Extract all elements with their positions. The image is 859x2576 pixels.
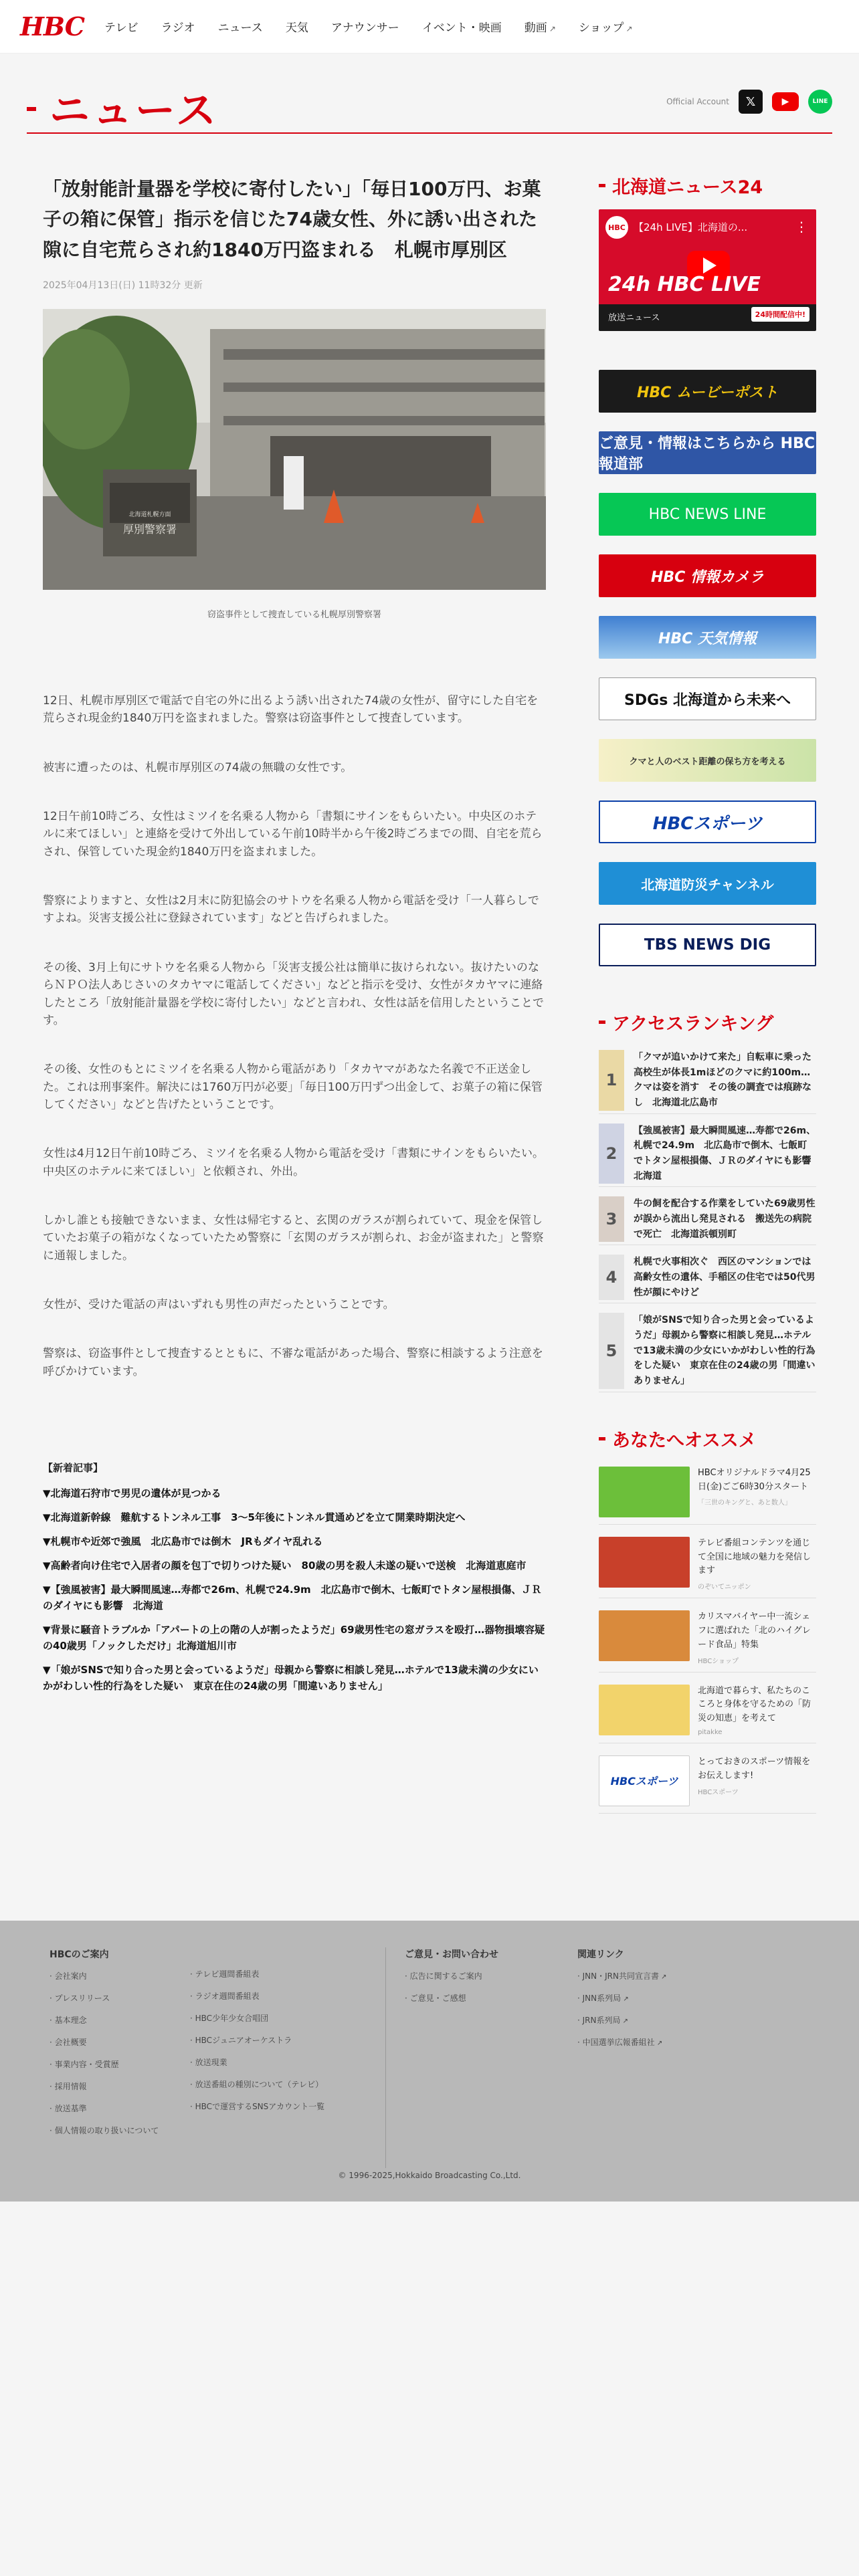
ranking-list	[599, 1050, 821, 1392]
more-options-icon[interactable]: ⋮	[795, 219, 808, 235]
nav-label: ラジオ	[161, 21, 195, 35]
nav-item[interactable]	[331, 18, 399, 35]
nav-item[interactable]	[104, 18, 138, 35]
article-body	[43, 692, 546, 1380]
recommend-source: pitakke	[698, 1728, 723, 1736]
footer-link[interactable]: · JRN系列局 ↗	[577, 2014, 751, 2026]
ranking-item[interactable]	[599, 1123, 821, 1188]
recommend-source: HBCショップ	[698, 1657, 739, 1665]
rank-title: 牛の飼を配合する作業をしていた69歳男性が誤から流出し発見される 搬送先の病院で死亡 北海道浜頓別町	[634, 1198, 816, 1240]
x-icon[interactable]: 𝕏	[739, 90, 763, 114]
recommend-heading: あなたへオススメ	[599, 1426, 816, 1452]
nav-item[interactable]	[286, 18, 308, 35]
footer-link[interactable]: · ご意見・ご感想	[405, 1992, 577, 2004]
footer-link[interactable]: · 放送番組の種別について（テレビ）	[190, 2078, 367, 2090]
official-accounts	[666, 90, 832, 114]
footer-link[interactable]: · 中国選挙広報番組社 ↗	[577, 2036, 751, 2048]
footer-about-heading: HBCのご案内	[50, 1949, 109, 1960]
related-article-link[interactable]: ▼札幌市や近郊で強風 北広島市では倒木 JRもダイヤ乱れる	[43, 1535, 323, 1547]
weather-banner[interactable]: HBC 天気情報	[599, 616, 816, 659]
page-title: ニュース	[27, 79, 219, 136]
footer-divider	[385, 1947, 386, 2168]
recommend-title: 北海道で暮らす、私たちのこころと身体を守るための「防災の知恵」を考えて	[698, 1685, 812, 1724]
live-video-player[interactable]	[599, 209, 816, 331]
nav-label: ショップ ↗	[579, 21, 633, 35]
recommend-thumbnail	[599, 1610, 690, 1661]
top-navigation	[0, 0, 859, 53]
section-header	[27, 53, 832, 134]
hbc-logo[interactable]: HBC	[20, 11, 84, 41]
nav-label: アナウンサー	[330, 21, 399, 35]
related-article-link[interactable]: ▼高齢者向け住宅で入居者の顔を包丁で切りつけた疑い 80歳の男を殺人未遂の疑いで送検 北海道恵庭市	[43, 1559, 527, 1572]
live-badge: 24時間配信中!	[751, 307, 809, 322]
footer-link[interactable]: · 広告に関するご案内	[405, 1970, 577, 1981]
footer-link[interactable]: · プレスリリース	[50, 1992, 190, 2004]
bousai-channel-banner[interactable]: 北海道防災チャンネル	[599, 862, 816, 905]
sdgs-banner[interactable]: SDGs 北海道から未来へ	[599, 677, 816, 720]
bear-distance-banner[interactable]: クマと人のベスト距離の保ち方を考える	[599, 739, 816, 782]
footer-col-links	[577, 1947, 751, 2168]
ranking-item[interactable]	[599, 1196, 816, 1245]
recommend-text	[698, 1467, 816, 1517]
recommend-title: HBCオリジナルドラマ4月25日(金)ごご6時30分スタート	[698, 1467, 811, 1492]
footer-col-about-2	[190, 1947, 367, 2168]
article-photo	[43, 309, 546, 590]
info-camera-banner[interactable]: HBC 情報カメラ	[599, 554, 816, 597]
article-paragraph: 12日午前10時ごろ、女性はミツイを名乗る人物から「書類にサインをもらいたい。中央区のホテルに来てほしい」と連絡を受けて外出している午前10時半から午後2時ごろまでの間、自宅を荒らされ、保管していた現金約1840万円を盗まれました。	[43, 810, 543, 859]
video-title: 【24h LIVE】北海道の...	[634, 221, 748, 233]
article-date: 2025年04月13日(日) 11時32分 更新	[43, 280, 203, 292]
footer-link[interactable]: · 会社案内	[50, 1970, 190, 1981]
recommend-text	[698, 1537, 816, 1591]
article-paragraph: 警察は、窃盗事件として捜査するとともに、不審な電話があった場合、警察に相談するよう注意を呼びかけています。	[43, 1347, 543, 1378]
nav-item[interactable]	[524, 18, 556, 35]
ranking-item[interactable]	[599, 1255, 816, 1303]
rank-number: 1	[599, 1050, 624, 1111]
recommend-item[interactable]	[599, 1537, 816, 1598]
footer-col-about	[50, 1947, 190, 2168]
footer-links-heading: 関連リンク	[577, 1949, 624, 1960]
tbs-news-dig-banner[interactable]: TBS NEWS DIG	[599, 924, 816, 966]
ranking-item[interactable]	[599, 1050, 816, 1114]
recommend-text	[698, 1610, 816, 1665]
rank-number: 5	[599, 1313, 624, 1388]
recommend-thumbnail	[599, 1467, 690, 1517]
recommend-item[interactable]	[599, 1755, 816, 1814]
main-nav	[104, 18, 633, 35]
nav-item[interactable]	[161, 18, 195, 35]
nav-item[interactable]	[422, 18, 502, 35]
footer-link[interactable]: · JNN系列局 ↗	[577, 1992, 751, 2004]
sidebar	[599, 173, 821, 1826]
related-article-link[interactable]: ▼背景に騒音トラブルか「アパートの上の階の人が割ったようだ」69歳男性宅の窓ガラスを殴打…器物損壊容疑の40歳男「ノックしただけ」北海道旭川市	[43, 1623, 545, 1652]
footer-link[interactable]: · テレビ週間番組表	[190, 1968, 367, 1979]
footer	[0, 1921, 859, 2202]
nav-item[interactable]	[579, 18, 633, 35]
movie-post-banner[interactable]: HBC ムービーポスト	[599, 370, 816, 413]
video-sub-text: 放送ニュース	[608, 313, 660, 323]
photo-caption: 窃盗事件として捜査している札幌厚別警察署	[207, 610, 381, 621]
recommend-source: のぞいてニッポン	[698, 1584, 751, 1592]
police-station-image	[43, 309, 546, 590]
recommend-list	[599, 1467, 816, 1814]
article-title: 「放射能計量器を学校に寄付したい」「毎日100万円、お菓子の箱に保管」指示を信じた74歳女性、外に誘い出された隙に自宅荒らされ約1840万円盗まれる 札幌市厚別区	[43, 178, 541, 261]
article-paragraph: 女性が、受けた電話の声はいずれも男性の声だったということです。	[43, 1297, 395, 1311]
article-paragraph: しかし誰とも接触できないまま、女性は帰宅すると、玄関のガラスが割られていて、現金を保管していたお菓子の箱がなくなっていたため警察に「玄関のガラスが割られ、お金が盗まれた」と警察に通報しました。	[43, 1213, 544, 1263]
footer-link[interactable]: · JNN・JRN共同宣言書 ↗	[577, 1970, 751, 1981]
article-paragraph: 被害に遭ったのは、札幌市厚別区の74歳の無職の女性です。	[43, 760, 353, 774]
houdou-banner[interactable]: ご意見・情報はこちらから HBC報道部	[599, 431, 816, 474]
banner-list	[599, 370, 816, 966]
recommend-thumbnail: HBCスポーツ	[599, 1755, 690, 1806]
article	[43, 174, 546, 1702]
news-line-banner[interactable]: HBC NEWS LINE	[599, 493, 816, 536]
related-article-link[interactable]: ▼北海道石狩市で男児の遺体が見つかる	[43, 1487, 221, 1499]
recommend-title: テレビ番組コンテンツを通じて全国に地域の魅力を発信します	[698, 1537, 812, 1576]
rank-title: 札幌で火事相次ぐ 西区のマンションでは高齢女性の遺体、手稲区の住宅では50代男性が顔にやけど	[634, 1257, 816, 1298]
nav-label: ニュース	[217, 21, 263, 35]
copyright: © 1996-2025,Hokkaido Broadcasting Co.,Ltd.	[338, 2171, 521, 2180]
sports-banner[interactable]: HBCスポーツ	[599, 800, 816, 843]
article-paragraph: 警察によりますと、女性は2月末に防犯協会のサトウを名乗る人物から電話を受け「一人暮らしですよね。災害支援公社に登録されています」などと告げられました。	[43, 894, 539, 926]
station-sign	[118, 510, 182, 536]
recommend-item[interactable]	[599, 1467, 816, 1525]
rank-number: 3	[599, 1196, 624, 1242]
nav-label: テレビ	[104, 21, 138, 35]
nav-item[interactable]	[218, 18, 263, 35]
station-sign-top: 北海道札幌方面	[128, 512, 171, 519]
rank-title: 【強風被害】最大瞬間風速…寿都で26m、札幌で24.9m 北広島市で倒木、七飯町でトタン屋根損傷、ＪＲのダイヤにも影響 北海道	[634, 1125, 821, 1182]
footer-link[interactable]: · 事業内容・受賞歴	[50, 2058, 190, 2070]
nav-label: 天気	[285, 21, 308, 35]
nav-label: 動画 ↗	[524, 21, 556, 35]
rank-title: 「クマが追いかけて来た」自転車に乗った高校生が体長1mほどのクマに約100m…クマは姿を消す その後の調査では痕跡なし 北海道北広島市	[634, 1052, 812, 1109]
recommend-title: とっておきのスポーツ情報をお伝えします!	[698, 1756, 811, 1781]
recommend-title: カリスマバイヤー中一流シェフに選ばれた「北のハイグレード食品」特集	[698, 1612, 811, 1650]
footer-link[interactable]: · 放送基準	[50, 2103, 190, 2114]
related-article-link[interactable]: ▼北海道新幹線 難航するトンネル工事 3～5年後にトンネル貫通めどを立て開業時期決定へ	[43, 1511, 466, 1523]
related-heading: 【新着記事】	[43, 1461, 104, 1474]
ranking-heading: アクセスランキング	[599, 1009, 816, 1035]
recommend-source: HBCスポーツ	[698, 1788, 739, 1796]
recommend-thumbnail	[599, 1537, 690, 1588]
article-paragraph: 女性は4月12日午前10時ごろ、ミツイを名乗る人物から電話を受け「書類にサインをもらいたい。中央区のホテルに来てほしい」と依頼され、外出。	[43, 1147, 545, 1178]
nav-label: イベント・映画	[421, 21, 502, 35]
recommend-thumbnail	[599, 1685, 690, 1735]
footer-link[interactable]: · HBC少年少女合唱団	[190, 2012, 367, 2024]
footer-link[interactable]: · HBCで運営するSNSアカウント一覧	[190, 2101, 367, 2112]
article-paragraph: 12日、札幌市厚別区で電話で自宅の外に出るよう誘い出された74歳の女性が、留守にした自宅を荒らされ現金約1840万円を盗まれました。警察は窃盗事件として捜査しています。	[43, 694, 539, 726]
ranking-item[interactable]	[599, 1313, 816, 1392]
related-articles	[43, 1461, 546, 1694]
video-banner-text: 24h HBC LIVE	[608, 273, 761, 296]
footer-contact-heading: ご意見・お問い合わせ	[405, 1949, 498, 1960]
line-icon[interactable]: LINE	[808, 90, 832, 114]
footer-link[interactable]: · 放送現業	[190, 2056, 367, 2068]
recommend-text	[698, 1685, 816, 1736]
station-sign-name: 厚別警察署	[122, 523, 177, 536]
recommend-item[interactable]	[599, 1685, 816, 1743]
news24-heading: 北海道ニュース24	[599, 173, 816, 199]
channel-logo: HBC	[605, 216, 628, 239]
official-account-label: Official Account	[666, 97, 729, 106]
recommend-text	[698, 1755, 816, 1806]
youtube-icon[interactable]: ▶	[772, 92, 799, 111]
footer-link[interactable]: · 会社概要	[50, 2036, 190, 2048]
article-paragraph: その後、3月上旬にサトウを名乗る人物から「災害支援公社は簡単に抜けられない。抜けたいのならＮＰＯ法人あじさいのタカヤマに電話してください」などと指示を受け、女性がタカヤマに連絡したところ「放射能計量器を学校に寄付したい」などと言われ、女性は話を信用したということです。	[43, 960, 545, 1027]
related-article-link[interactable]: ▼【強風被害】最大瞬間風速…寿都で26m、札幌で24.9m 北広島市で倒木、七飯町でトタン屋根損傷、ＪＲのダイヤにも影響 北海道	[43, 1583, 542, 1612]
footer-link[interactable]: · ラジオ週間番組表	[190, 1990, 367, 2002]
footer-link[interactable]: · 採用情報	[50, 2080, 190, 2092]
rank-number: 4	[599, 1255, 624, 1300]
rank-title: 「娘がSNSで知り合った男と会っているようだ」母親から警察に相談し発見…ホテルで13歳未満の少女にいかがわしい性的行為をした疑い 東京在住の24歳の男「間違いありません」	[634, 1315, 816, 1387]
footer-link[interactable]: · 基本理念	[50, 2014, 190, 2026]
recommend-source: 「三世のキングと、あと数人」	[698, 1499, 791, 1507]
related-article-link[interactable]: ▼「娘がSNSで知り合った男と会っているようだ」母親から警察に相談し発見…ホテルで13歳未満の少女にいかがわしい性的行為をした疑い 東京在住の24歳の男「間違いありません」	[43, 1663, 539, 1692]
footer-link[interactable]: · 個人情報の取り扱いについて	[50, 2125, 190, 2136]
article-paragraph: その後、女性のもとにミツイを名乗る人物から電話があり「タカヤマがあなた名義で不正送金した。これは刑事案件。解決には1760万円が必要」「毎日100万円ずつ出金して、お菓子の箱に保管してください」などと告げたということです。	[43, 1063, 543, 1111]
recommend-item[interactable]	[599, 1610, 816, 1672]
footer-col-contact	[405, 1947, 577, 2168]
rank-number: 2	[599, 1123, 624, 1184]
footer-link[interactable]: · HBCジュニアオーケストラ	[190, 2034, 367, 2046]
